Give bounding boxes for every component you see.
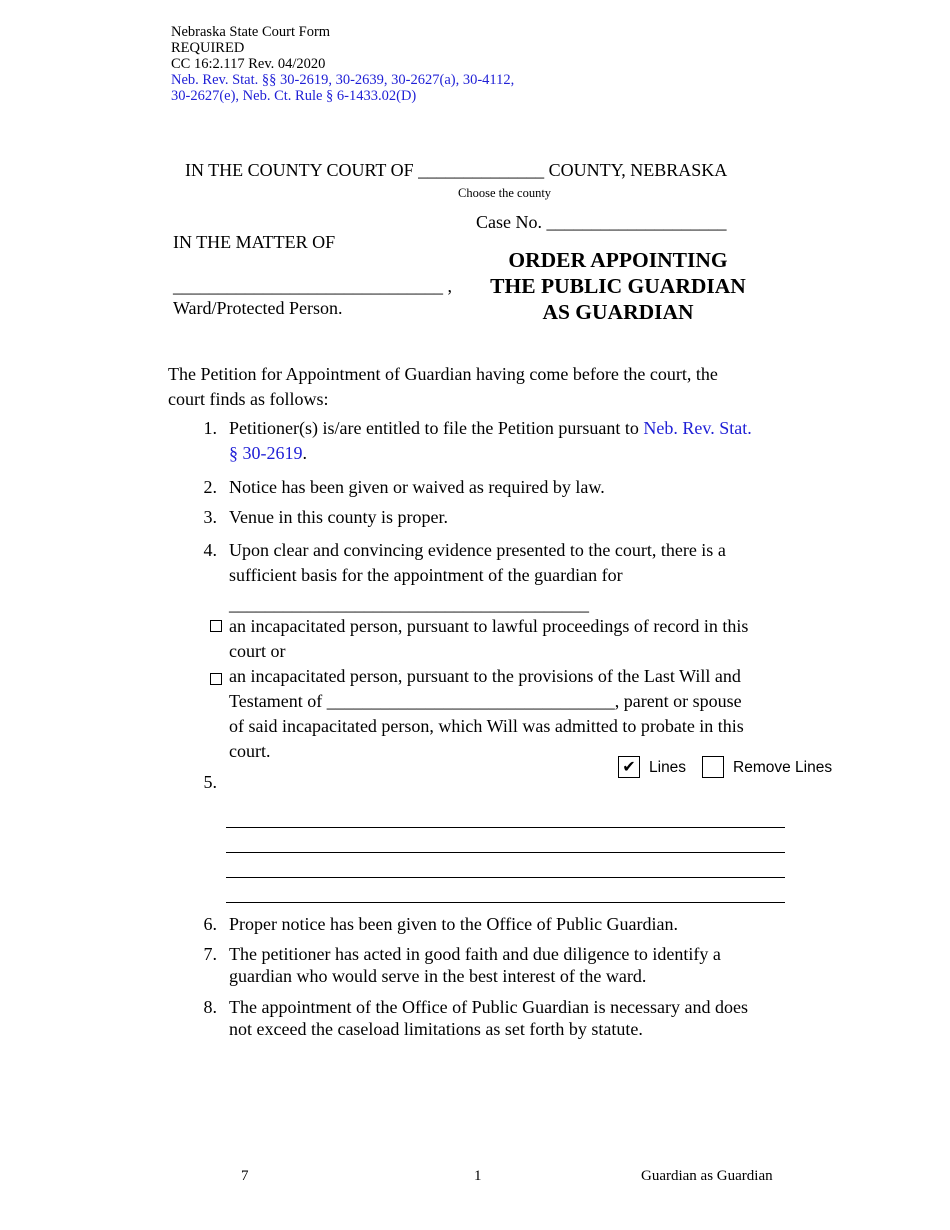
finding-2-text: Notice has been given or waived as required by law. [229, 477, 605, 497]
county-hint: Choose the county [458, 186, 552, 200]
finding-4-line2: sufficient basis for the appointment of the guardian for [229, 565, 623, 585]
lines-checkbox[interactable]: ✔ [618, 756, 640, 778]
finding-4-line1: Upon clear and convincing evidence presented to the court, there is a [229, 540, 726, 560]
lines-checkbox-label: Lines [649, 759, 687, 776]
intro-line2: court finds as follows: [168, 389, 329, 409]
incapacitated-will-checkbox[interactable] [210, 673, 222, 685]
finding-1-number: 1. [203, 418, 217, 438]
finding-5-blank-line-3[interactable] [226, 877, 785, 878]
finding-6-text: Proper notice has been given to the Office of Public Guardian. [229, 914, 679, 934]
incapacitated-court-proceedings-checkbox[interactable] [210, 620, 222, 632]
finding-7-number: 7. [203, 944, 217, 964]
statutes-link-line2[interactable]: 30-2627(e), Neb. Ct. Rule § 6-1433.02(D) [171, 88, 417, 104]
finding-8-line1: The appointment of the Office of Public Guardian is necessary and does [229, 997, 749, 1017]
finding-8-number: 8. [203, 997, 217, 1017]
form-name: Nebraska State Court Form [171, 24, 331, 40]
finding-3-number: 3. [203, 507, 217, 527]
statute-link-neb-rev-stat[interactable]: Neb. Rev. Stat. [643, 418, 752, 438]
finding-5-blank-line-1[interactable] [226, 827, 785, 828]
matter-of-label: IN THE MATTER OF [173, 232, 336, 252]
finding-5-blank-line-2[interactable] [226, 852, 785, 853]
finding-1-lead: Petitioner(s) is/are entitled to file the Petition pursuant to [229, 418, 644, 438]
finding-7-line1: The petitioner has acted in good faith and due diligence to identify a [229, 944, 721, 964]
option-2-line2[interactable]: Testament of ________________________________, parent or spouse [229, 691, 742, 711]
footer-left: 7 [241, 1168, 249, 1184]
remove-lines-checkbox-label: Remove Lines [733, 759, 833, 776]
ward-label: Ward/Protected Person. [173, 298, 343, 318]
finding-8-line2: not exceed the caseload limitations as set forth by statute. [229, 1019, 643, 1039]
finding-4-number: 4. [203, 540, 217, 560]
page-number: 1 [474, 1168, 482, 1184]
footer-title: Guardian as Guardian [641, 1168, 773, 1184]
finding-5-number: 5. [203, 772, 217, 792]
ward-name-field[interactable]: ______________________________ , [173, 276, 452, 296]
person-name-field[interactable]: ________________________________________ [229, 594, 589, 614]
finding-3-text: Venue in this county is proper. [229, 507, 448, 527]
option-2-line4: court. [229, 741, 271, 761]
finding-1-period: . [302, 443, 307, 463]
document-title-line3: AS GUARDIAN [542, 300, 694, 324]
finding-6-number: 6. [203, 914, 217, 934]
option-2-line1: an incapacitated person, pursuant to the provisions of the Last Will and [229, 666, 741, 686]
form-required: REQUIRED [171, 40, 245, 56]
finding-1-text-cont [229, 441, 307, 466]
document-title-line2: THE PUBLIC GUARDIAN [490, 274, 746, 298]
form-number: CC 16:2.117 Rev. 04/2020 [171, 56, 326, 72]
finding-1-text [229, 416, 752, 441]
option-1-line2: court or [229, 641, 286, 661]
finding-5-blank-line-4[interactable] [226, 902, 785, 903]
finding-7-line2: guardian who would serve in the best interest of the ward. [229, 966, 647, 986]
statutes-link-line1[interactable]: Neb. Rev. Stat. §§ 30-2619, 30-2639, 30-2627(a), 30-4112, [171, 72, 515, 88]
option-2-line3: of said incapacitated person, which Will was admitted to probate in this [229, 716, 744, 736]
case-number[interactable]: Case No. ____________________ [476, 212, 727, 232]
intro-line1: The Petition for Appointment of Guardian having come before the court, the [168, 364, 718, 384]
finding-2-number: 2. [203, 477, 217, 497]
statute-link-30-2619[interactable]: § 30-2619 [229, 443, 303, 463]
remove-lines-checkbox[interactable] [702, 756, 724, 778]
document-title-line1: ORDER APPOINTING [508, 248, 728, 272]
option-1-line1: an incapacitated person, pursuant to lawful proceedings of record in this [229, 616, 749, 636]
court-line: IN THE COUNTY COURT OF ______________ COUNTY, NEBRASKA [185, 160, 728, 180]
